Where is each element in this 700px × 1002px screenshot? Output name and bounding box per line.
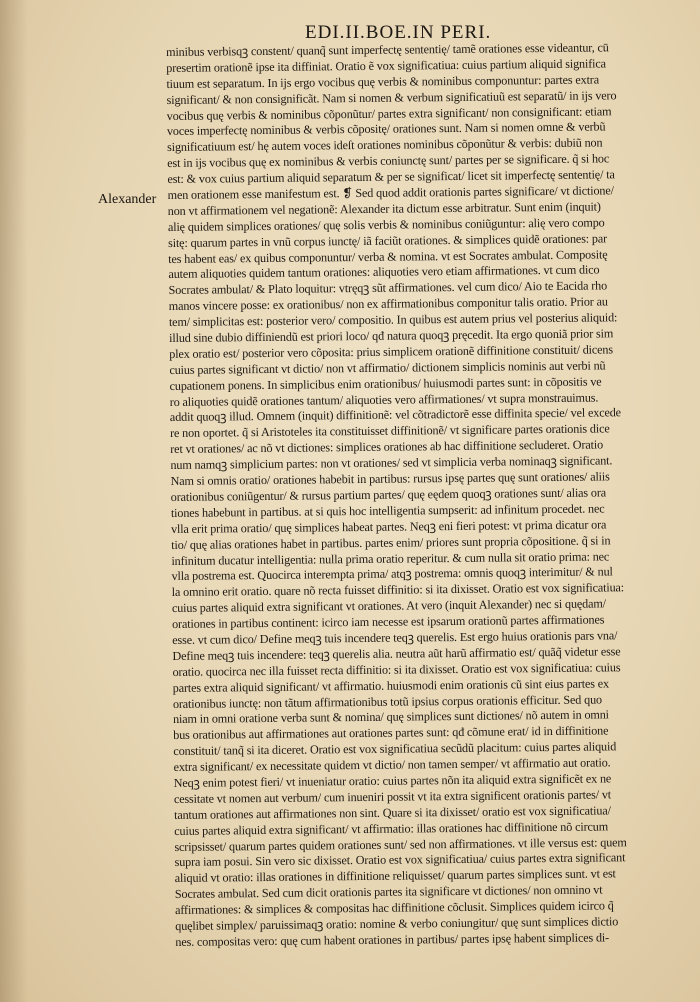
text-line: num namqꝫ simplicium partes: non vt orationes/ sed vt simplicia verba nominaqꝫ significant. [170,453,613,473]
text-line: bus orationibus aut affirmationes aut orationes partes sunt: qđ cõmune erat/ id in diffinitione [173,723,609,743]
text-line: infinitum ducatur intelligentia: nulla prima oratio reperitur. & cum nulla sit oratio prima: nec [171,548,610,568]
text-line: tantum orationes aut affirmationes non sint. Quare si ita dixisset/ oratio est vox significatiua/ [173,803,611,822]
text-line: re non oportet. q̃ si Aristoteles ita constituisset diffinitionẽ/ vt significare partes orationis dice [169,421,610,441]
text-line: constituit/ tanq̃ si ita diceret. Oratio est vox significatiua secũdũ placitum: cuius partes aliquid [173,739,617,759]
text-line: tiones habebunt in partibus. at si quis hoc intelligentia sumpserit: ad infinitum procedet. nec [170,501,605,520]
text-line: orationibus coniũgentur/ & rursus partium partes/ quę eędem quoqꝫ orationes sunt/ alias ora [170,485,607,504]
text-line: niam in omni oratione verba sunt & nomina/ quę simplices sunt dictiones/ nõ autem in omni [172,707,609,727]
text-line: presertim orationẽ ipse ita diffiniat. Oratio ẽ vox significatiua: cuius partium aliquid significa [166,56,606,75]
text-line: significatiuum est/ hę autem voces ideſt orationes nominibus cõponũtur & verbis: dubiũ non [166,135,603,155]
text-line: Socrates ambulat/ & Plato loquitur: vtręqꝫ sũt affirmationes. vel cum dico/ Aio te Eacida rho [168,278,608,298]
text-line: est: & vox cuius partium aliquid separatum & per se significat/ licet sit imperfectę sententię/ ta [167,167,615,187]
text-line: est in ijs vocibus quę ex nominibus & verbis coniunctę sunt/ partes per se significare. q̃ si hoc [167,151,610,171]
text-line: tio/ quę alias orationes habet in partibus. partes enim/ priores sunt propria cõpositione. q̃ si in [171,532,611,552]
text-line: plex oratio est/ posterior vero cõposita: prius simplicem orationẽ diffinitione constituit/ dicens [169,342,614,361]
text-line: cuius partes aliquid extra significant/ vt affirmatio: illas orationes hac diffinitione nõ circum [174,819,609,838]
text-line: partes extra aliquid significant/ vt affirmatio. huiusmodi enim orationis cũ sint eius partes ex [172,676,609,695]
text-line: Neqꝫ enim potest fieri/ vt inueniatur oratio: cuius partes nõn ita aliquid extra significẽt ex ne [173,771,612,790]
text-line: aliquid vt oratio: illas orationes in diffinitione reliquisset/ quarum partes simplices sunt. vt est [174,866,616,886]
text-line: ret vt orationes/ ac nõ vt dictiones: simplices orationes ab hac diffinitione secluderet. Oratio [170,437,604,457]
text-line: vlla erit prima oratio/ quę simplices habeat partes. Neqꝫ eni fieri potest: vt prima dicatur ora [170,517,607,536]
text-line: alię quidem simplices orationes/ quę solis verbis & nominibus coniũguntur: alię vero compo [167,215,605,234]
text-line: extra significant/ ex necessitate quidem vt dictio/ non tamen semper/ vt affirmatio aut oratio. [173,755,611,775]
text-line: affirmationes: & simplices & compositas hac diffinitione cõclusit. Simplices quidem icirco q̃ [174,898,614,918]
text-line: non vt affirmationem vel negationẽ: Alexander ita dictum esse arbitratur. Sunt enim (inquit) [167,199,601,218]
text-line: autem aliquoties quidem tantum orationes: aliquoties vero etiam affirmationes. vt cum dico [168,262,600,282]
text-line: cuius partes aliquid extra significant vt orationes. At vero (inquit Alexander) nec si quędam/ [171,596,606,616]
text-line: illud sine dubio diffiniendũ est priori loco/ qđ natura quoqꝫ pręcedit. Ita ergo quoniã prior sim [168,326,614,346]
text-line: vocibus quę verbis & nominibus cõponũtur/ partes extra significant/ non consignificant: etiam [166,103,612,123]
page-gutter-shadow [0,0,28,1002]
text-line: tiuum est separatum. In ijs ergo vocibus quę verbis & nominibus componuntur: partes extra [166,72,600,91]
text-line: minibus verbisqꝫ constent/ quanq̃ sunt imperfectę sententię/ tamẽ orationes esse videantur, cū [166,40,609,59]
text-line: significant/ & non consignificãt. Nam si nomen & verbum significatiuũ est separatũ/ in ijs vero [166,87,617,107]
text-line: esse. vt cum dico/ Define meqꝫ tuis incendere teqꝫ querelis. Est ergo huius orationis pars vna/ [172,628,618,647]
text-line: cupationem ponens. In simplicibus enim orationibus/ huiusmodi partes sunt: in cõpositis ve [169,374,602,393]
text-line: quęlibet simplex/ paruissimaqꝫ oratio: nomine & verbo coniungitur/ quę sunt simplices dictio [175,914,619,933]
running-head: EDI.II.BOE.IN PERI. [305,22,492,43]
text-line: Nam si omnis oratio/ orationes habebit in partibus: rursus ipsę partes quę sunt orationes/ aliis [170,469,610,489]
text-line: addit quoqꝫ illud. Omnem (inquit) diffinitionẽ: vel cõtradictorẽ esse diffinita specie/ vel excede [169,405,621,425]
text-line: tem/ simplicitas est: posterior vero/ compositio. In quibus est autem prius vel posterius aliquid: [168,310,618,330]
text-line: sitę: quarum partes in vnũ corpus iunctę/ iã faciũt orationes. & simplices quidẽ orationes: par [167,231,608,250]
text-line: Socrates ambulat. Sed cum dicit orationis partes ita significare vt dictiones/ non omnino vt [174,882,603,902]
text-line: vlla postrema est. Quocirca interempta prima/ atqꝫ postrema: omnis quoqꝫ interimitur/ & nul [171,564,613,584]
text-line: scripsisset/ quarum partes quidem orationes sunt/ sed non affirmationes. vt ille versus est: quem [174,834,627,854]
text-line: Define meqꝫ tuis incendere: teqꝫ querelis alia. neutra aũt harũ affirmatio est/ quãq̃ videtur esse [172,644,621,663]
text-line: nes. compositas vero: quę cum habent orationes in partibus/ partes ipsę habent simplices di- [175,930,610,949]
main-text-block [166,40,681,951]
marginal-note: Alexander [98,192,157,207]
text-line: oratio. quocirca nec illa fuisset recta diffinitio: si ita dixisset. Oratio est vox significatiua: cuius [172,660,621,679]
text-line: la omnino erit oratio. quare nõ recta fuisset diffinitio: si ita dixisset. Oratio est vox significatiua: [171,580,625,600]
text-line: manos vincere posse: ex orationibus/ non ex affirmationibus componitur talis oratio. Prior au [168,294,608,314]
text-line: orationes in partibus continent: icirco iam necesse est ipsarum orationũ partes affirmationes [171,612,605,632]
text-line: voces imperfectę nominibus & verbis cõpositę/ orationes sunt. Nam si nomen omne & verbũ [166,119,606,139]
text-line: ro aliquoties quidẽ orationes tantum/ aliquoties vero affirmationes/ vt supra monstrauimus. [169,390,599,409]
text-line: cuius partes significant vt dictio/ non vt affirmatio/ dictionem simplicis nominis aut verbi nũ [169,358,606,377]
text-line: men orationem esse manifestum est. ❡ Sed quod addit orationis partes significare/ vt dictione/ [167,183,614,203]
text-line: orationibus iunctę: non tãtum affirmationibus totũ ipsius corpus orationis efficitur. Sed quo [172,691,602,711]
text-line: cessitate vt nomen aut verbum/ cum inueniri possit vt ita extra significent orationis partes/ vt [173,787,612,806]
text-line: supra iam posui. Sin vero sic dixisset. Oratio est vox significatiua/ cuius partes extra significant [174,850,626,870]
text-line: tes habent eas/ ex quibus componuntur/ verba & nomina. vt est Socrates ambulat. Compositę [168,246,608,266]
